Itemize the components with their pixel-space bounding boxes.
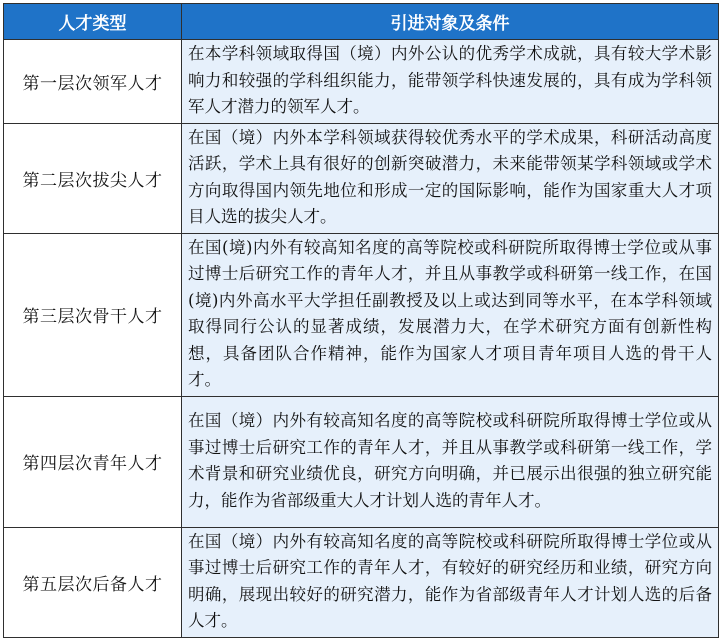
- talent-type-cell: 第四层次青年人才: [4, 396, 182, 527]
- table-row: [4, 40, 719, 124]
- talent-categories-table: [3, 3, 719, 638]
- conditions-cell: 在国(境)内外有较高知名度的高等院校或科研院所取得博士学位或从事过博士后研究工作的青年人才，并且从事教学或科研第一线工作，在国(境)内外高水平大学担任副教授及以上或达到同等水平，在本学科领域取得同行公认的显著成绩，发展潜力大，在学术研究方面有创新性构想，具备团队合作精神，能作为国家人才项目青年项目人选的骨干人才。: [182, 233, 719, 396]
- talent-type-cell: 第一层次领军人才: [4, 40, 182, 124]
- table-row: [4, 233, 719, 396]
- talent-type-cell: 第二层次拔尖人才: [4, 123, 182, 233]
- talent-type-cell: 第三层次骨干人才: [4, 233, 182, 396]
- table-row: [4, 527, 719, 637]
- conditions-cell: 在国（境）内外有较高知名度的高等院校或科研院所取得博士学位或从事过博士后研究工作的青年人才，有较好的研究经历和业绩，研究方向明确，展现出较好的研究潜力，能作为省部级青年人才计划人选的后备人才。: [182, 527, 719, 637]
- table-row: [4, 123, 719, 233]
- conditions-cell: 在国（境）内外本学科领域获得较优秀水平的学术成果，科研活动高度活跃，学术上具有很好的创新突破潜力，未来能带领某学科领域或学术方向取得国内领先地位和形成一定的国际影响，能作为国家重大人才项目人选的拔尖人才。: [182, 123, 719, 233]
- conditions-cell: 在本学科领域取得国（境）内外公认的优秀学术成就，具有较大学术影响力和较强的学科组织能力，能带领学科快速发展的，具有成为学科领军人才潜力的领军人才。: [182, 40, 719, 124]
- header-conditions: 引进对象及条件: [182, 4, 719, 40]
- conditions-cell: 在国（境）内外有较高知名度的高等院校或科研院所取得博士学位或从事过博士后研究工作的青年人才，并且从事教学或科研第一线工作，学术背景和研究业绩优良，研究方向明确，并已展示出很强的独立研究能力，能作为省部级重大人才计划人选的青年人才。: [182, 396, 719, 527]
- header-talent-type: 人才类型: [4, 4, 182, 40]
- table-row: [4, 396, 719, 527]
- table-header-row: [4, 4, 719, 40]
- talent-type-cell: 第五层次后备人才: [4, 527, 182, 637]
